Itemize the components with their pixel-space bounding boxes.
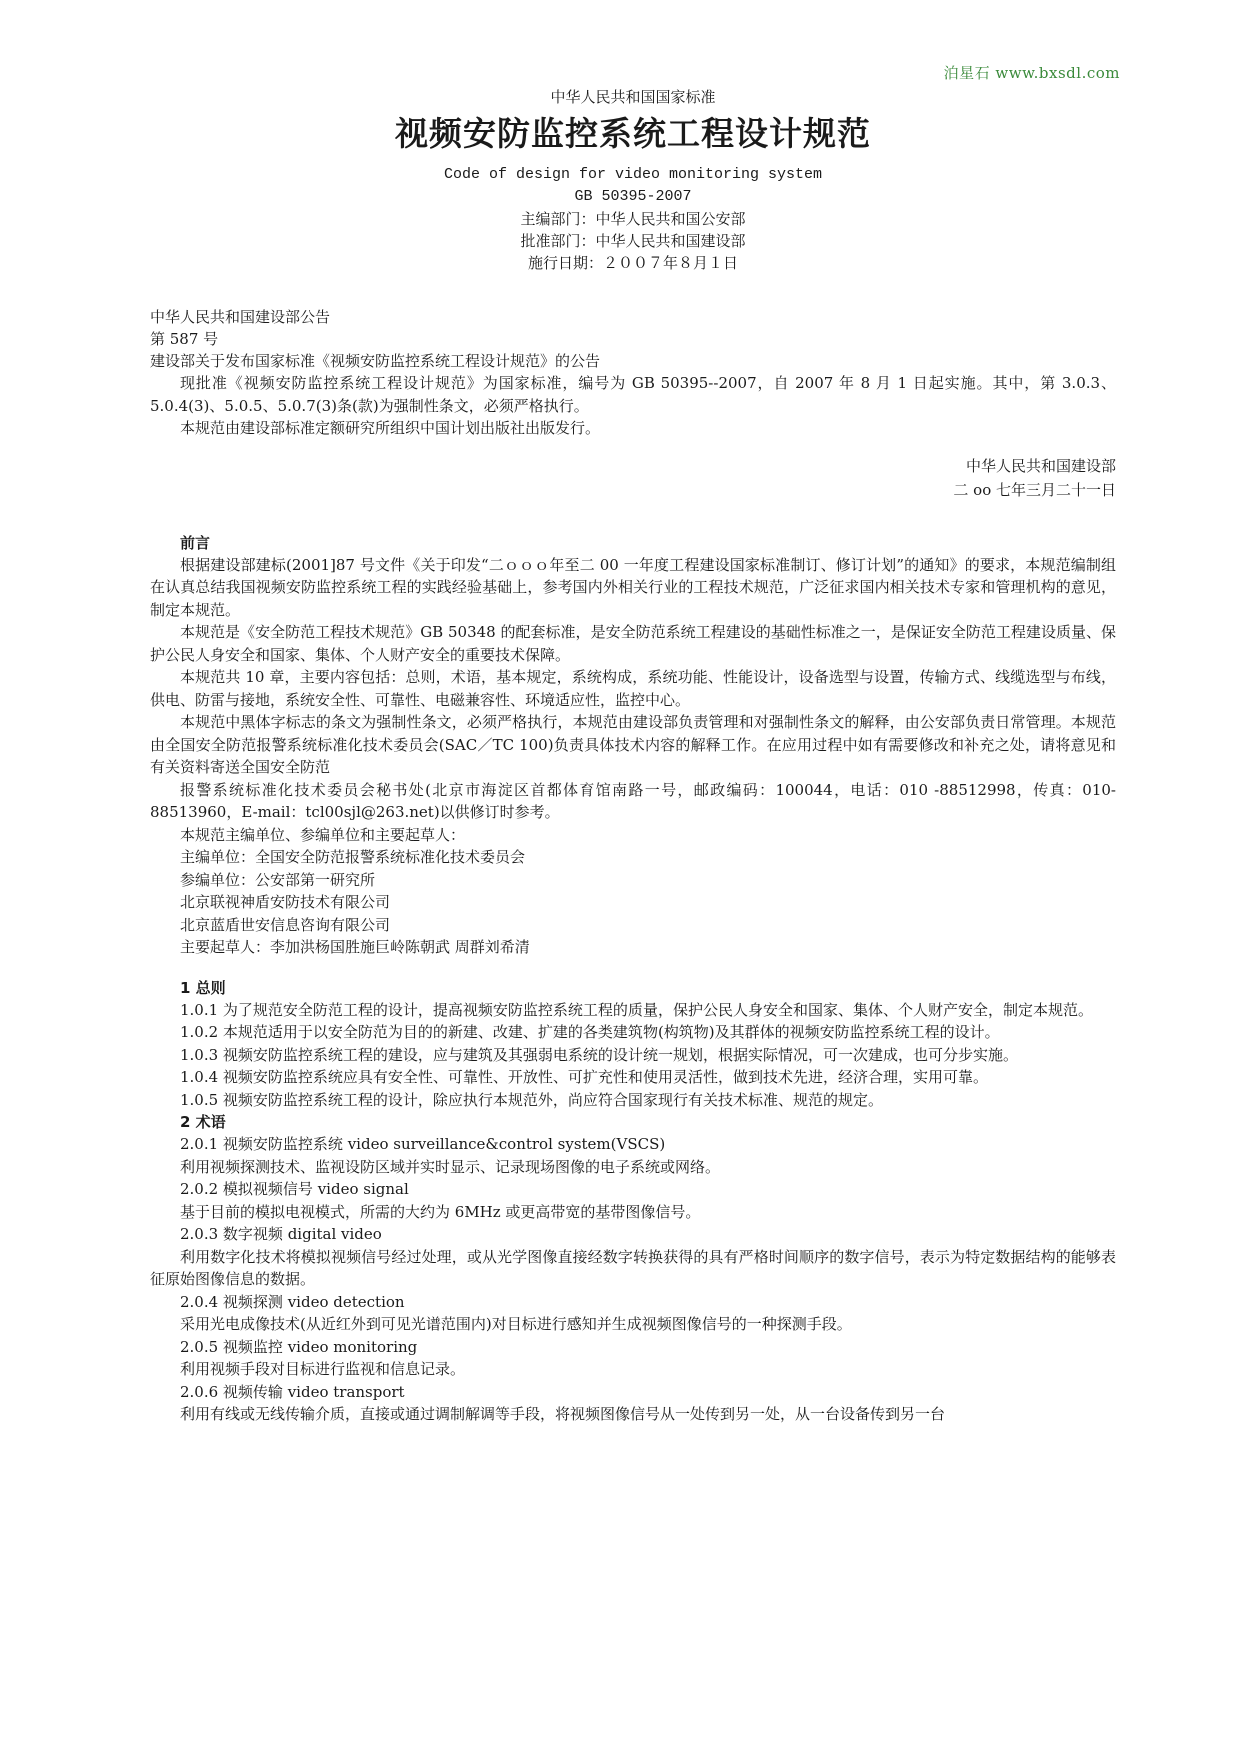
effective-date: 施行日期：２００７年８月１日 [527,254,738,272]
preface-paragraph: 本规范中黑体字标志的条文为强制性条文，必须严格执行，本规范由建设部负责管理和对强制性条文的解释，由公安部负责日常管理。本规范由全国安全防范报警系统标准化技术委员会(SAC／TC 100)负责具体技术内容的解释工作。在应用过程中如有需要修改和补充之处，请将意见和有关资料寄送全国安全防范 [150,713,1116,776]
announcement-body: 现批准《视频安防监控系统工程设计规范》为国家标准，编号为 GB 50395--2007，自 2007 年 8 月 1 日起实施。其中，第 3.0.3、5.0.4(3)、5.0.5、5.0.7(3)条(款)为强制性条文，必须严格执行。 [150,374,1116,415]
editor-department: 主编部门：中华人民共和国公安部 [520,210,746,228]
term-definition: 采用光电成像技术(从近红外到可见光谱范围内)对目标进行感知并生成视频图像信号的一种探测手段。 [180,1315,852,1333]
term-definition: 利用有线或无线传输介质，直接或通过调制解调等手段，将视频图像信号从一处传到另一处，从一台设备传到另一台 [180,1405,946,1423]
national-standard-label: 中华人民共和国国家标准 [550,88,716,106]
chapter-general-provisions [150,977,1116,1112]
main-drafters: 主要起草人：李加洪杨国胜施巨岭陈朝武 周群刘希清 [180,938,530,956]
clause: 1.0.2 本规范适用于以安全防范为目的的新建、改建、扩建的各类建筑物(构筑物)及其群体的视频安防监控系统工程的设计。 [180,1023,1000,1041]
preface-section [150,532,1116,959]
announcement-subject: 建设部关于发布国家标准《视频安防监控系统工程设计规范》的公告 [150,352,601,370]
document-page [150,86,1116,1426]
term-title: 2.0.5 视频监控 video monitoring [180,1337,418,1356]
document-header [150,86,1116,274]
preface-paragraph: 本规范共 10 章，主要内容包括：总则，术语，基本规定，系统构成，系统功能、性能设计，设备选型与设置，传输方式、线缆选型与布线，供电、防雷与接地，系统安全性、可靠性、电磁兼容性、环境适应性，监控中心。 [150,668,1116,709]
term-definition: 利用视频手段对目标进行监视和信息记录。 [180,1360,466,1378]
watermark: 泊星石 www.bxsdl.com [943,64,1120,82]
participating-unit: 北京联视神盾安防技术有限公司 [180,893,391,911]
clause: 1.0.5 视频安防监控系统工程的设计，除应执行本规范外，尚应符合国家现行有关技术标准、规范的规定。 [180,1090,883,1109]
preface-heading: 前言 [180,533,211,552]
announcement-issuer: 中华人民共和国建设部公告 [150,308,331,326]
standard-code: GB 50395-2007 [574,188,692,205]
english-title: Code of design for video monitoring system [443,166,823,183]
chapter-heading: 1 总则 [180,978,226,997]
term-title: 2.0.6 视频传输 video transport [180,1382,405,1401]
chapter-terms [150,1111,1116,1426]
term-title: 2.0.1 视频安防监控系统 video surveillance&control system(VSCS) [180,1135,666,1153]
approver-department: 批准部门：中华人民共和国建设部 [520,232,746,250]
announcement-publisher-note: 本规范由建设部标准定额研究所组织中国计划出版社出版发行。 [180,419,601,437]
chief-editor-unit: 主编单位：全国安全防范报警系统标准化技术委员会 [180,848,526,866]
chapter-heading: 2 术语 [180,1113,226,1131]
announcement-signature [150,454,1116,502]
participating-unit: 北京蓝盾世安信息咨询有限公司 [180,915,391,934]
clause: 1.0.4 视频安防监控系统应具有安全性、可靠性、开放性、可扩充性和使用灵活性，做到技术先进，经济合理，实用可靠。 [180,1068,988,1086]
preface-paragraph: 本规范主编单位、参编单位和主要起草人： [180,825,466,844]
signature-organization: 中华人民共和国建设部 [965,456,1116,475]
announcement [150,306,1116,502]
clause: 1.0.1 为了规范安全防范工程的设计，提高视频安防监控系统工程的质量，保护公民人身安全和国家、集体、个人财产安全，制定本规范。 [180,1000,1093,1019]
participating-unit: 参编单位：公安部第一研究所 [180,870,376,889]
term-definition: 基于目前的模拟电视模式，所需的大约为 6MHz 或更高带宽的基带图像信号。 [180,1202,701,1221]
clause: 1.0.3 视频安防监控系统工程的建设，应与建筑及其强弱电系统的设计统一规划，根据实际情况，可一次建成，也可分步实施。 [180,1045,1018,1064]
announcement-number: 第 587 号 [150,330,219,348]
term-title: 2.0.3 数字视频 digital video [180,1225,382,1243]
term-definition: 利用数字化技术将模拟视频信号经过处理，或从光学图像直接经数字转换获得的具有严格时间顺序的数字信号，表示为特定数据结构的能够表征原始图像信息的数据。 [150,1247,1116,1288]
term-definition: 利用视频探测技术、监视设防区域并实时显示、记录现场图像的电子系统或网络。 [180,1157,721,1176]
preface-paragraph: 根据建设部建标(2001]87 号文件《关于印发“二ｏｏｏ年至二 00 一年度工程建设国家标准制订、修订计划”的通知》的要求，本规范编制组在认真总结我国视频安防监控系统工程的实践经验基础上，参考国内外相关行业的工程技术规范，广泛征求国内相关技术专家和管理机构的意见，制定本规范。 [150,555,1116,619]
preface-paragraph: 本规范是《安全防范工程技术规范》GB 50348 的配套标准，是安全防范系统工程建设的基础性标准之一，是保证安全防范工程建设质量、保护公民人身安全和国家、集体、个人财产安全的重要技术保障。 [150,623,1116,664]
signature-date: 二 oo 七年三月二十一日 [953,480,1116,499]
term-title: 2.0.4 视频探测 video detection [180,1292,405,1311]
preface-paragraph: 报警系统标准化技术委员会秘书处(北京市海淀区首都体育馆南路一号，邮政编码：100044，电话：010 -88512998，传真：010-88513960，E-mail：tcl00sjl@263.net)以供修订时参考。 [150,780,1116,821]
document-title: 视频安防监控系统工程设计规范 [395,114,871,153]
term-title: 2.0.2 模拟视频信号 video signal [180,1180,409,1198]
